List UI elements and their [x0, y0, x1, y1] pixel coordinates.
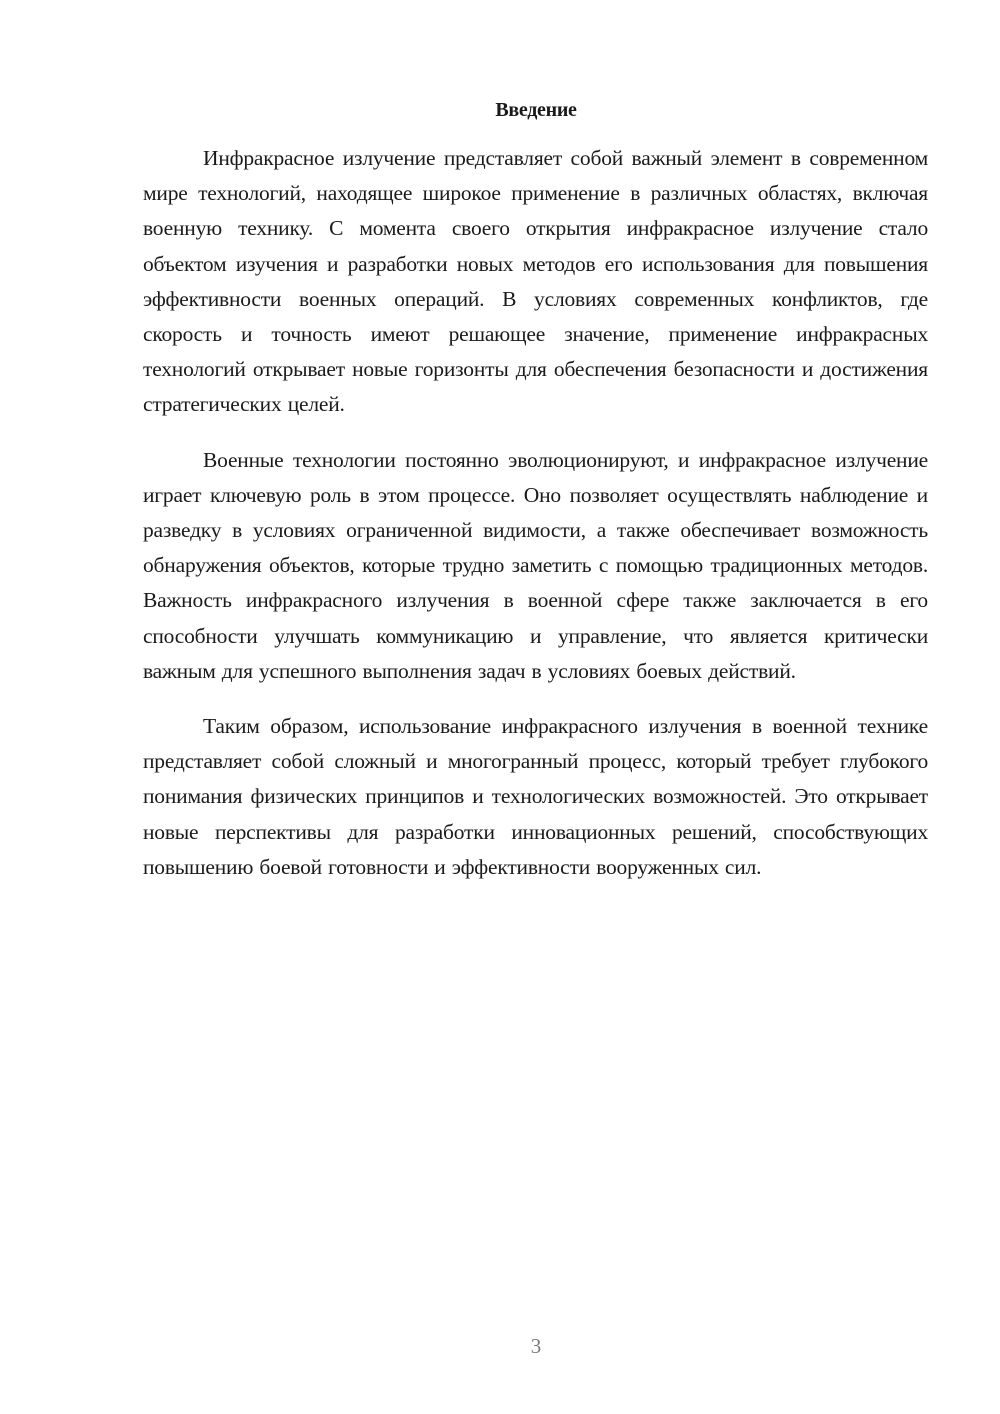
- section-title: Введение: [495, 99, 577, 121]
- paragraph: Таким образом, использование инфракрасного излучения в военной технике представляет собой сложный и многогранный процесс, который требует глубокого понимания физических принципов и технологических возможностей. Это открывает новые перспективы для разработки инновационных решений, способствующих повышению боевой готовности и эффективности вооруженных сил.: [143, 714, 928, 879]
- body-text: [143, 141, 928, 905]
- paragraph: Военные технологии постоянно эволюционируют, и инфракрасное излучение играет ключевую роль в этом процессе. Оно позволяет осуществлять наблюдение и разведку в условиях ограниченной видимости, а также обеспечивает возможность обнаружения объектов, которые трудно заметить с помощью традиционных методов. Важность инфракрасного излучения в военной сфере также заключается в его способности улучшать коммуникацию и управление, что является критически важным для успешного выполнения задач в условиях боевых действий.: [143, 447, 928, 683]
- paragraph: Инфракрасное излучение представляет собой важный элемент в современном мире технологий, находящее широкое применение в различных областях, включая военную технику. С момента своего открытия инфракрасное излучение стало объектом изучения и разработки новых методов его использования для повышения эффективности военных операций. В условиях современных конфликтов, где скорость и точность имеют решающее значение, применение инфракрасных технологий открывает новые горизонты для обеспечения безопасности и достижения стратегических целей.: [143, 146, 928, 417]
- page-number: 3: [530, 1334, 542, 1358]
